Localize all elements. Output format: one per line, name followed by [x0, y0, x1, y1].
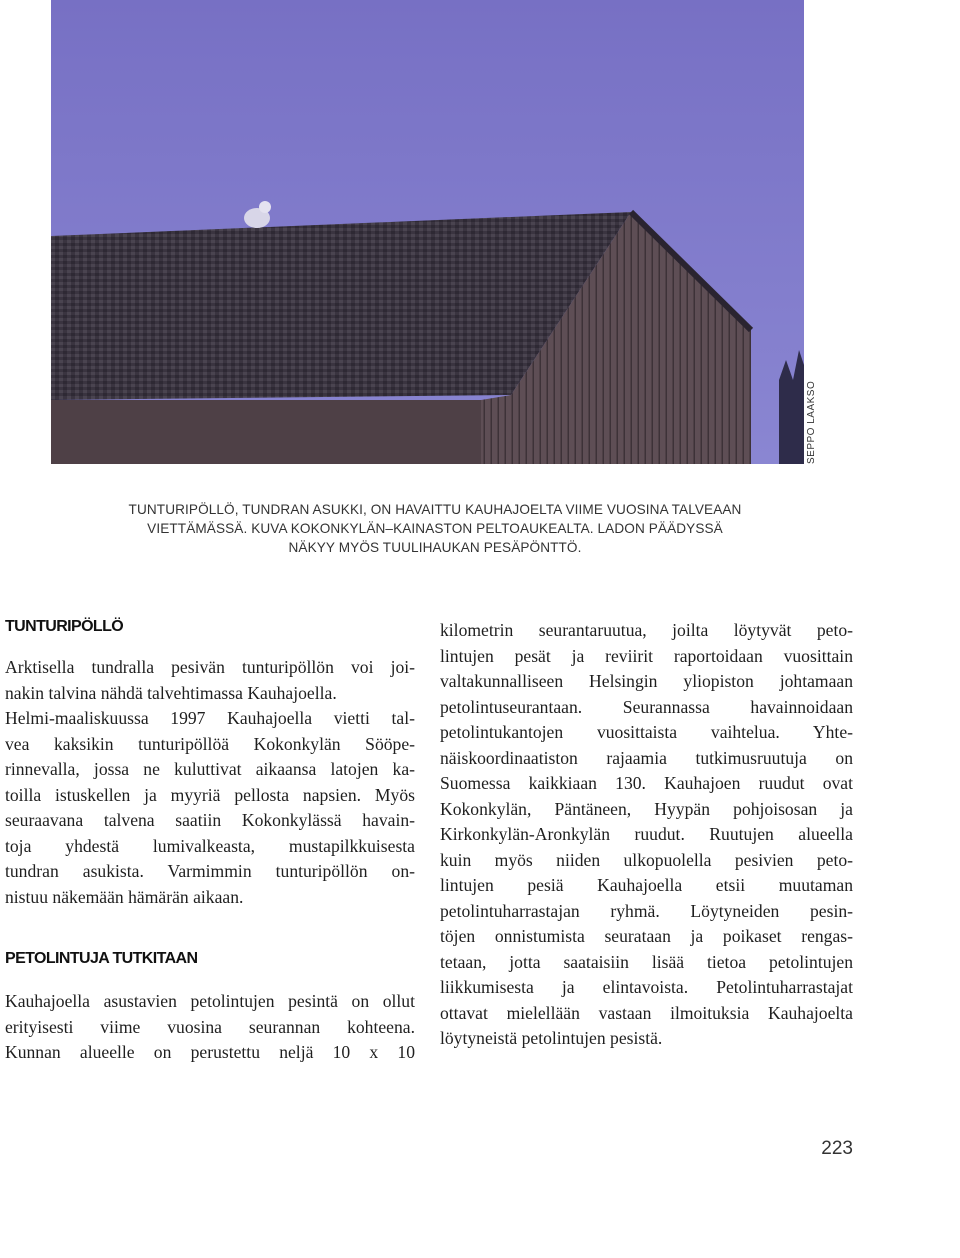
text-line: seuraavana talvena saatiin Kokonkylässä havain-: [5, 810, 415, 830]
section-heading-petolintuja: PETOLINTUJA TUTKITAAN: [5, 950, 198, 967]
text-line: petolintuharrastajan ryhmä. Löytyneiden pesin-: [440, 900, 853, 921]
text-line: nakin talvina nähdä talvehtimassa Kauhajoella.: [5, 682, 337, 703]
text-line: Helmi-maaliskuussa 1997 Kauhajoella vietti tal-: [5, 708, 415, 728]
text-line: nistuu näkemään hämärän aikaan.: [5, 886, 244, 907]
text-line: lintujen pesiä Kauhajoella etsii muutaman: [440, 875, 853, 895]
text-line: toilla istuskellen ja myyriä pellosta napsien. Myös: [5, 784, 415, 805]
photo-illustration: [51, 0, 804, 464]
text-line: erityisesti viime vuosina seurannan kohteena.: [5, 1016, 415, 1037]
photo-caption: [40, 500, 830, 557]
text-line: ottavat mielellään vastaan ilmoituksia Kauhajoelta: [440, 1002, 853, 1023]
photo-credit: SEPPO LAAKSO: [806, 380, 817, 464]
section1-body: [5, 655, 415, 910]
text-line: tetaan, jotta saataisiin lisää tietoa petolintujen: [440, 951, 853, 972]
text-line: töjen onnistumista seurataan ja poikaset rengas-: [440, 926, 853, 946]
text-line: petolintukantojen vuosittaista vaihtelua. Yhte-: [440, 722, 853, 742]
text-line: Kunnan alueelle on perustettu neljä 10 x 10: [5, 1042, 415, 1062]
right-column-body: [440, 618, 853, 1052]
section-heading-tunturipollo: TUNTURIPÖLLÖ: [5, 618, 124, 635]
barn-side-wall: [51, 400, 481, 464]
text-line: liikkumisesta ja elintavoista. Petolintuharrastajat: [440, 977, 853, 997]
caption-line: NÄKYY MYÖS TUULIHAUKAN PESÄPÖNTTÖ.: [288, 540, 582, 555]
text-line: löytyneistä petolintujen pesistä.: [440, 1028, 663, 1048]
text-line: rinnevalla, jossa ne kuluttivat aikaansa latojen ka-: [5, 759, 415, 779]
text-line: lintujen pesät ja reviirit raportoidaan vuosittain: [440, 645, 853, 666]
text-line: toja yhdestä lumivalkeasta, mustapilkkuisesta: [5, 835, 415, 856]
text-line: vea kaksikin tunturipöllöä Kokonkylän Sööpe-: [5, 733, 415, 754]
text-line: tundran asukista. Varmimmin tunturipöllön on-: [5, 861, 415, 881]
text-line: Kauhajoella asustavien petolintujen pesintä on ollut: [5, 991, 415, 1011]
text-line: kilometrin seurantaruutua, joilta löytyvät peto-: [440, 620, 853, 640]
text-line: petolintuseurantaan. Seurannassa havainnoidaan: [440, 696, 853, 717]
page-number: 223: [821, 1138, 853, 1159]
caption-line: VIETTÄMÄSSÄ. KUVA KOKONKYLÄN–KAINASTON PELTOAUKEALTA. LADON PÄÄDYSSÄ: [147, 521, 723, 536]
section2-body: [5, 989, 415, 1066]
caption-line: TUNTURIPÖLLÖ, TUNDRAN ASUKKI, ON HAVAITTU KAUHAJOELTA VIIME VUOSINA TALVEAAN: [128, 502, 742, 517]
text-line: Kirkonkylän-Aronkylän ruudut. Ruutujen alueella: [440, 824, 853, 844]
barn-owl-photo: [51, 0, 804, 464]
text-line: Arktisella tundralla pesivän tunturipöllön voi joi-: [5, 657, 415, 677]
text-line: valtakunnalliseen Helsingin yliopiston johtamaan: [440, 671, 853, 691]
text-line: näiskoordinaatiston rajaamia tutkimusruutuja on: [440, 747, 853, 768]
text-line: kuin myös niiden ulkopuolella pesivien peto-: [440, 849, 853, 870]
text-line: Suomessa kaikkiaan 130. Kauhajoen ruudut ovat: [440, 773, 853, 793]
text-line: Kokonkylän, Päntäneen, Hyypän pohjoisosan ja: [440, 798, 853, 819]
